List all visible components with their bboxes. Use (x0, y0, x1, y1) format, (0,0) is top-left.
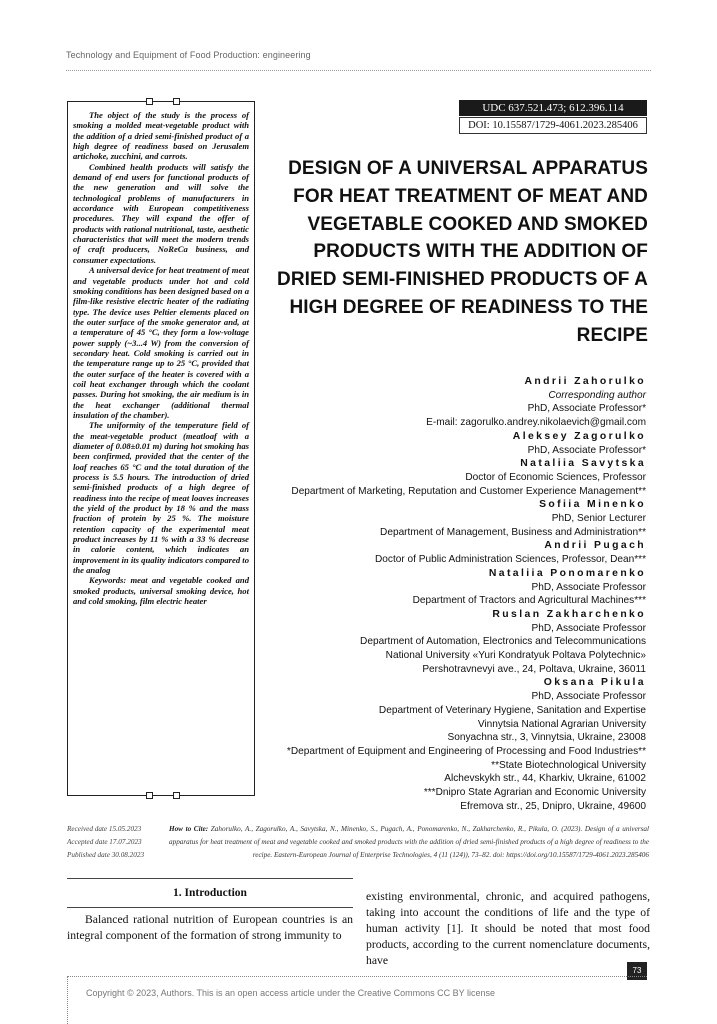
frame-corner-square (146, 98, 153, 105)
author-affiliation: PhD, Associate Professor (531, 691, 646, 703)
author-affiliation: Alchevskykh str., 44, Kharkiv, Ukraine, 61002 (444, 773, 646, 785)
header-divider (66, 70, 651, 71)
publication-dates (67, 823, 144, 862)
keywords: Keywords: meat and vegetable cooked and smoked products, universal smoking device, hot and cold smoking, film electric heater (73, 575, 249, 607)
copyright-notice: Copyright © 2023, Authors. This is an open access article under the Creative Commons CC BY license (86, 988, 495, 998)
author-name: Nataliia Ponomarenko (488, 567, 646, 579)
abstract (73, 110, 249, 607)
doi-link[interactable]: DOI: 10.15587/1729-4061.2023.285406 (459, 117, 647, 134)
author-affiliation: Department of Veterinary Hygiene, Sanitation and Expertise (378, 704, 646, 716)
author-affiliation: PhD, Associate Professor* (527, 444, 646, 456)
author-affiliation: Pershotravnevyi ave., 24, Poltava, Ukraine, 36011 (422, 663, 646, 675)
author-name: Andrii Pugach (544, 540, 646, 552)
abstract-paragraph: The uniformity of the temperature field of the meat-vegetable product (meatloaf with a diameter of 0.08±0.01 m) during hot smoking has been confirmed, provided that the center of the loaf reaches 65 °C and the total duration of the process is 5.5 hours. The introduction of dried semi-finished products of a high degree of readiness into the recipe of meat loaves increases the yield of the product by 18 % and the mass fraction of protein by 25 %. The moisture retention capacity of the experimental meat product increases by 11 % with a 33 % decrease in calorie content, which indicates an improvement in its quality indicators compared to the analog (73, 420, 249, 576)
cite-text: Zahorulko, A., Zagorulko, A., Savytska, N., Minenko, S., Pugach, A., Ponomarenko, N., Zakharchenko, R., Pikula, O. (2023). Design of a universal apparatus for heat treatment of meat and vegetable cooked and smoked products with the addition of dried semi-finished products of a high degree of readiness to the recipe. Eastern-European Journal of Enterprise Technologies, 4 (11 (124)), 73–82. doi: https://doi.org/10.15587/1729-4061.2023.285406 (169, 825, 649, 859)
author-affiliation: PhD, Senior Lecturer (551, 513, 646, 525)
article-title: DESIGN OF A UNIVERSAL APPARATUS FOR HEAT TREATMENT OF MEAT AND VEGETABLE COOKED AND SMOKED PRODUCTS WITH THE ADDITION OF DRIED SEMI-FINISHED PRODUCTS OF A HIGH DEGREE OF READINESS TO THE RECIPE (277, 158, 648, 346)
author-affiliation: Corresponding author (548, 389, 646, 401)
author-affiliation: Efremova str., 25, Dnipro, Ukraine, 49600 (460, 800, 646, 812)
cite-label: How to Cite: (169, 825, 209, 833)
author-affiliation: Doctor of Public Administration Sciences, Professor, Dean*** (375, 554, 646, 566)
abstract-paragraph: A universal device for heat treatment of meat and vegetable products under hot and cold smoking conditions has been designed based on a film-like resistive electric heater of the radiating type. The device uses Peltier elements placed on the outer surface of the smoke generator and, at a temperature of 45 °C, they form a low-voltage power supply (~3...4 W) from the conversion of secondary heat. Cold smoking is carried out in the temperature range up to 25 °C, provided that the outer surface of the heater is covered with a coil heat exchanger through which the coolant passes. During hot smoking, the air medium is in the heat exchanger (additional thermal insulation of the chamber). (73, 265, 249, 420)
author-name: Andrii Zahorulko (524, 376, 646, 387)
received-date: Received date 15.05.2023 (67, 825, 142, 833)
author-affiliation: ***Dnipro State Agrarian and Economic University (423, 787, 646, 799)
author-affiliation: Department of Automation, Electronics and Telecommunications (360, 636, 646, 648)
footer-divider-vertical (67, 976, 68, 1024)
author-affiliation: Vinnytsia National Agrarian University (477, 718, 646, 730)
abstract-paragraph: The object of the study is the process of smoking a molded meat-vegetable product with the addition of a dried semi-finished product of a high degree of readiness based on Jerusalem artichoke, zucchini, and carrots. (73, 110, 249, 162)
how-to-cite (169, 823, 649, 862)
author-name: Ruslan Zakharchenko (492, 608, 646, 620)
author-name: Oksana Pikula (543, 677, 646, 689)
running-title: Technology and Equipment of Food Production: engineering (66, 50, 311, 60)
author-affiliation: National University «Yuri Kondratyuk Poltava Polytechnic» (385, 650, 646, 662)
author-affiliation: PhD, Associate Professor (531, 581, 646, 593)
author-affiliation: Sonyachna str., 3, Vinnytsia, Ukraine, 23008 (447, 732, 646, 744)
frame-corner-square (173, 98, 180, 105)
author-affiliation: Department of Marketing, Reputation and Customer Experience Management** (291, 485, 646, 497)
author-affiliation: Doctor of Economic Sciences, Professor (465, 471, 646, 483)
body-column-right (366, 889, 650, 969)
author-list (226, 375, 646, 814)
author-affiliation: PhD, Associate Professor* (527, 403, 646, 415)
udc-code: UDC 637.521.473; 612.396.114 (459, 100, 647, 116)
author-name: Nataliia Savytska (520, 458, 646, 470)
author-email[interactable]: E-mail: zagorulko.andrey.nikolaevich@gmail.com (426, 417, 646, 429)
body-paragraph: existing environmental, chronic, and acquired pathogens, taking into account the conditions of life and the type of human activity [1]. It should be noted that most food products, according to the current nomenclature documents, have (366, 890, 650, 967)
author-affiliation: PhD, Associate Professor (531, 622, 646, 634)
author-name: Sofiia Minenko (539, 499, 646, 511)
author-affiliation: Department of Management, Business and Administration** (380, 526, 646, 538)
body-column-left (67, 912, 353, 944)
body-paragraph: Balanced rational nutrition of European countries is an integral component of the formation of strong immunity to (67, 913, 353, 942)
section-heading: 1. Introduction (67, 878, 353, 908)
frame-corner-square (173, 792, 180, 799)
author-affiliation: **State Biotechnological University (491, 759, 646, 771)
footer-divider (67, 976, 647, 977)
author-affiliation: *Department of Equipment and Engineering of Processing and Food Industries** (286, 745, 646, 757)
frame-corner-square (146, 792, 153, 799)
abstract-paragraph: Combined health products will satisfy the demand of end users for functional products of the new generation and will solve the technological problems of manufacturers in accordance with European competitiveness procedures. They will expand the offer of products with rational nutritional, taste, aesthetic characteristics that will meet the modern trends of craft producers, NoReCa business, and consumer expectations. (73, 161, 249, 265)
published-date: Published date 30.08.2023 (67, 851, 145, 859)
accepted-date: Accepted date 17.07.2023 (67, 838, 142, 846)
author-affiliation: Department of Tractors and Agricultural Machines*** (412, 595, 646, 607)
page-number: 73 (627, 962, 647, 980)
author-name: Aleksey Zagorulko (512, 430, 646, 442)
